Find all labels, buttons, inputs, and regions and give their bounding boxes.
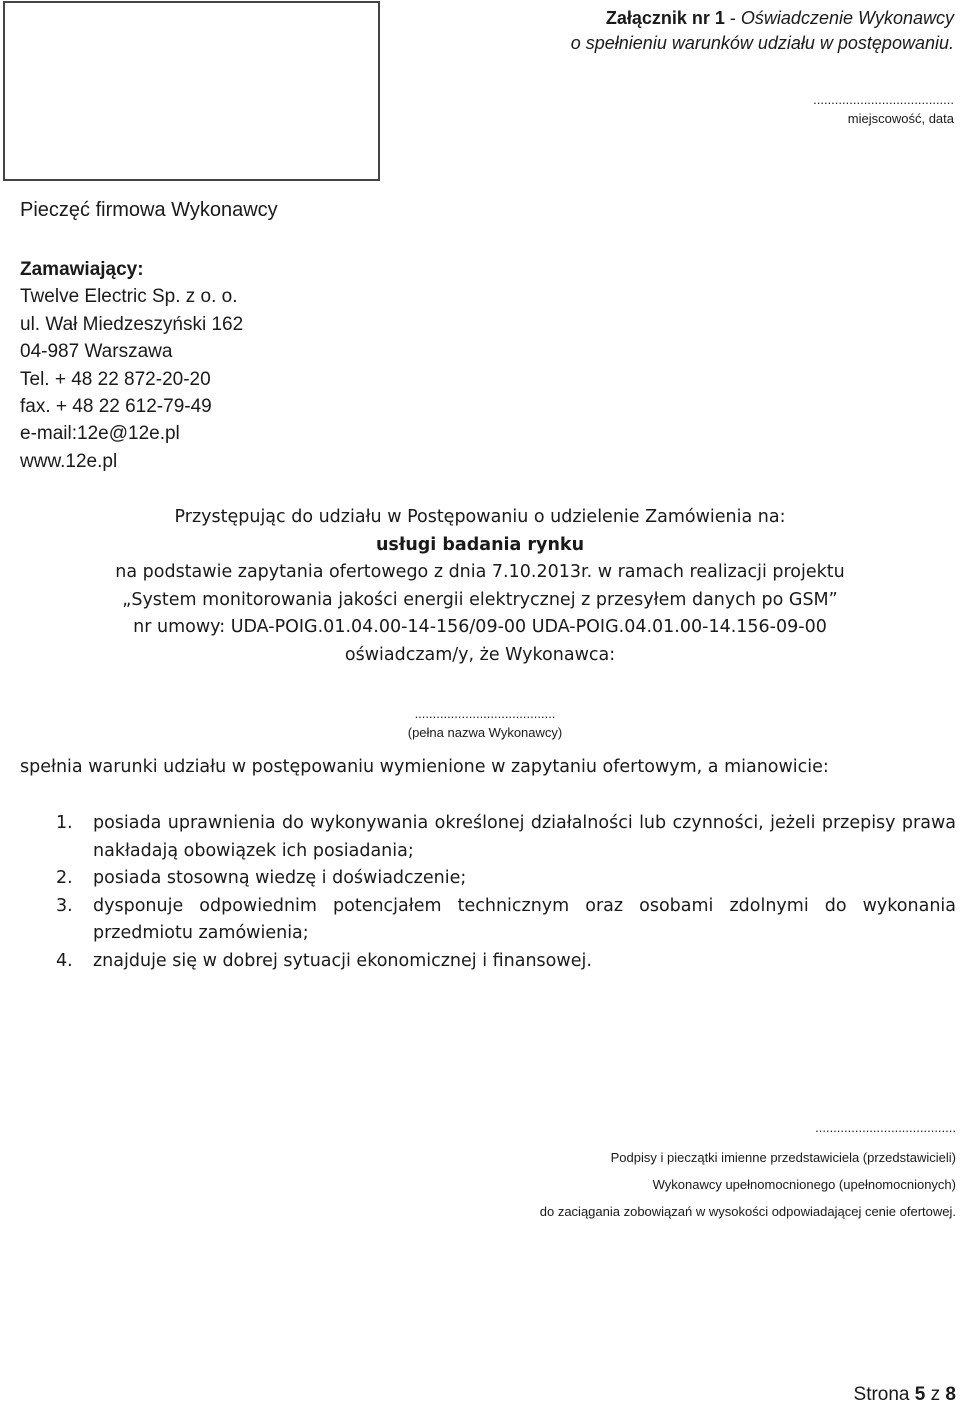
signature-dots: ....................................... <box>815 1120 956 1135</box>
annex-title-line <box>571 6 954 31</box>
page-separator: z <box>930 1384 941 1405</box>
list-item <box>56 893 956 948</box>
statement-basis: na podstawie zapytania ofertowego z dnia 7.10.2013r. w ramach realizacji projektu <box>115 562 845 582</box>
contractor-name-dots: ....................................... <box>414 706 556 721</box>
contracting-party-line: Tel. + 48 22 872-20-20 <box>20 368 211 390</box>
list-item-text: posiada uprawnienia do wykonywania określonej działalności lub czynności, jeżeli przepisy prawa nakładają obowiązek ich posiadania; <box>93 813 956 861</box>
project-name: „System monitorowania jakości energii elektrycznej z przesyłem danych po GSM” <box>122 589 838 610</box>
list-item-text: posiada stosowną wiedzę i doświadczenie; <box>93 868 467 888</box>
contracting-party-line: www.12e.pl <box>20 450 118 472</box>
list-item-number: 1. <box>56 813 73 833</box>
statement-block <box>0 504 960 669</box>
contractor-name-label: (pełna nazwa Wykonawcy) <box>407 725 563 740</box>
page-current: 5 <box>914 1384 926 1405</box>
annex-label: Załącznik nr 1 <box>605 8 725 28</box>
statement-intro: Przystępując do udziału w Postępowaniu o udzielenie Zamówienia na: <box>174 507 786 527</box>
list-item <box>56 865 956 893</box>
list-item-text: dysponuje odpowiednim potencjałem technicznym oraz osobami zdolnymi do wykonania przedmiotu zamówienia; <box>93 895 956 943</box>
list-item <box>56 810 956 865</box>
contracting-party-line: 04-987 Warszawa <box>20 341 173 363</box>
list-item-number: 4. <box>56 950 73 971</box>
page-prefix: Strona <box>853 1384 910 1405</box>
contracting-party-line: e-mail:12e@12e.pl <box>20 423 180 445</box>
contracting-party-line: fax. + 48 22 612-79-49 <box>20 396 212 418</box>
signature-line: Wykonawcy upełnomocnionego (upełnomocnionych) <box>652 1177 956 1192</box>
contracting-party-line: ul. Wał Miedzeszyński 162 <box>20 313 244 335</box>
contracting-party-title: Zamawiający: <box>20 259 144 280</box>
contract-number: nr umowy: UDA-POIG.01.04.00-14-156/09-00 UDA-POIG.04.01.00-14.156-09-00 <box>133 617 827 637</box>
signature-block <box>540 1120 956 1225</box>
list-item <box>56 948 956 976</box>
annex-header <box>571 6 954 56</box>
place-date-label: miejscowość, data <box>847 111 954 126</box>
contracting-party <box>20 256 243 475</box>
company-stamp-box <box>3 1 380 181</box>
place-date-field <box>813 92 954 130</box>
annex-subtitle: o spełnieniu warunków udziału w postępowaniu. <box>570 33 954 53</box>
annex-title: Oświadczenie Wykonawcy <box>740 8 954 28</box>
list-item-text: znajduje się w dobrej sytuacji ekonomicznej i finansowej. <box>93 950 592 971</box>
conditions-list <box>56 810 956 975</box>
contracting-party-line: Twelve Electric Sp. z o. o. <box>20 286 238 308</box>
signature-line: do zaciągania zobowiązań w wysokości odpowiadającej cenie ofertowej. <box>539 1204 956 1219</box>
signature-line: Podpisy i pieczątki imienne przedstawiciela (przedstawicieli) <box>610 1150 956 1165</box>
service-name: usługi badania rynku <box>375 534 585 555</box>
contractor-name-field <box>0 706 960 744</box>
list-item-number: 2. <box>56 868 73 888</box>
list-item-number: 3. <box>56 895 73 916</box>
page-total: 8 <box>945 1384 956 1405</box>
place-date-dots: ....................................... <box>813 92 954 107</box>
stamp-label: Pieczęć firmowa Wykonawcy <box>20 199 278 221</box>
conditions-intro: spełnia warunki udziału w postępowaniu wymienione w zapytaniu ofertowym, a mianowicie: <box>20 757 829 777</box>
annex-separator: - <box>724 8 741 28</box>
page-number <box>854 1384 956 1406</box>
declaration-line: oświadczam/y, że Wykonawca: <box>344 644 616 665</box>
